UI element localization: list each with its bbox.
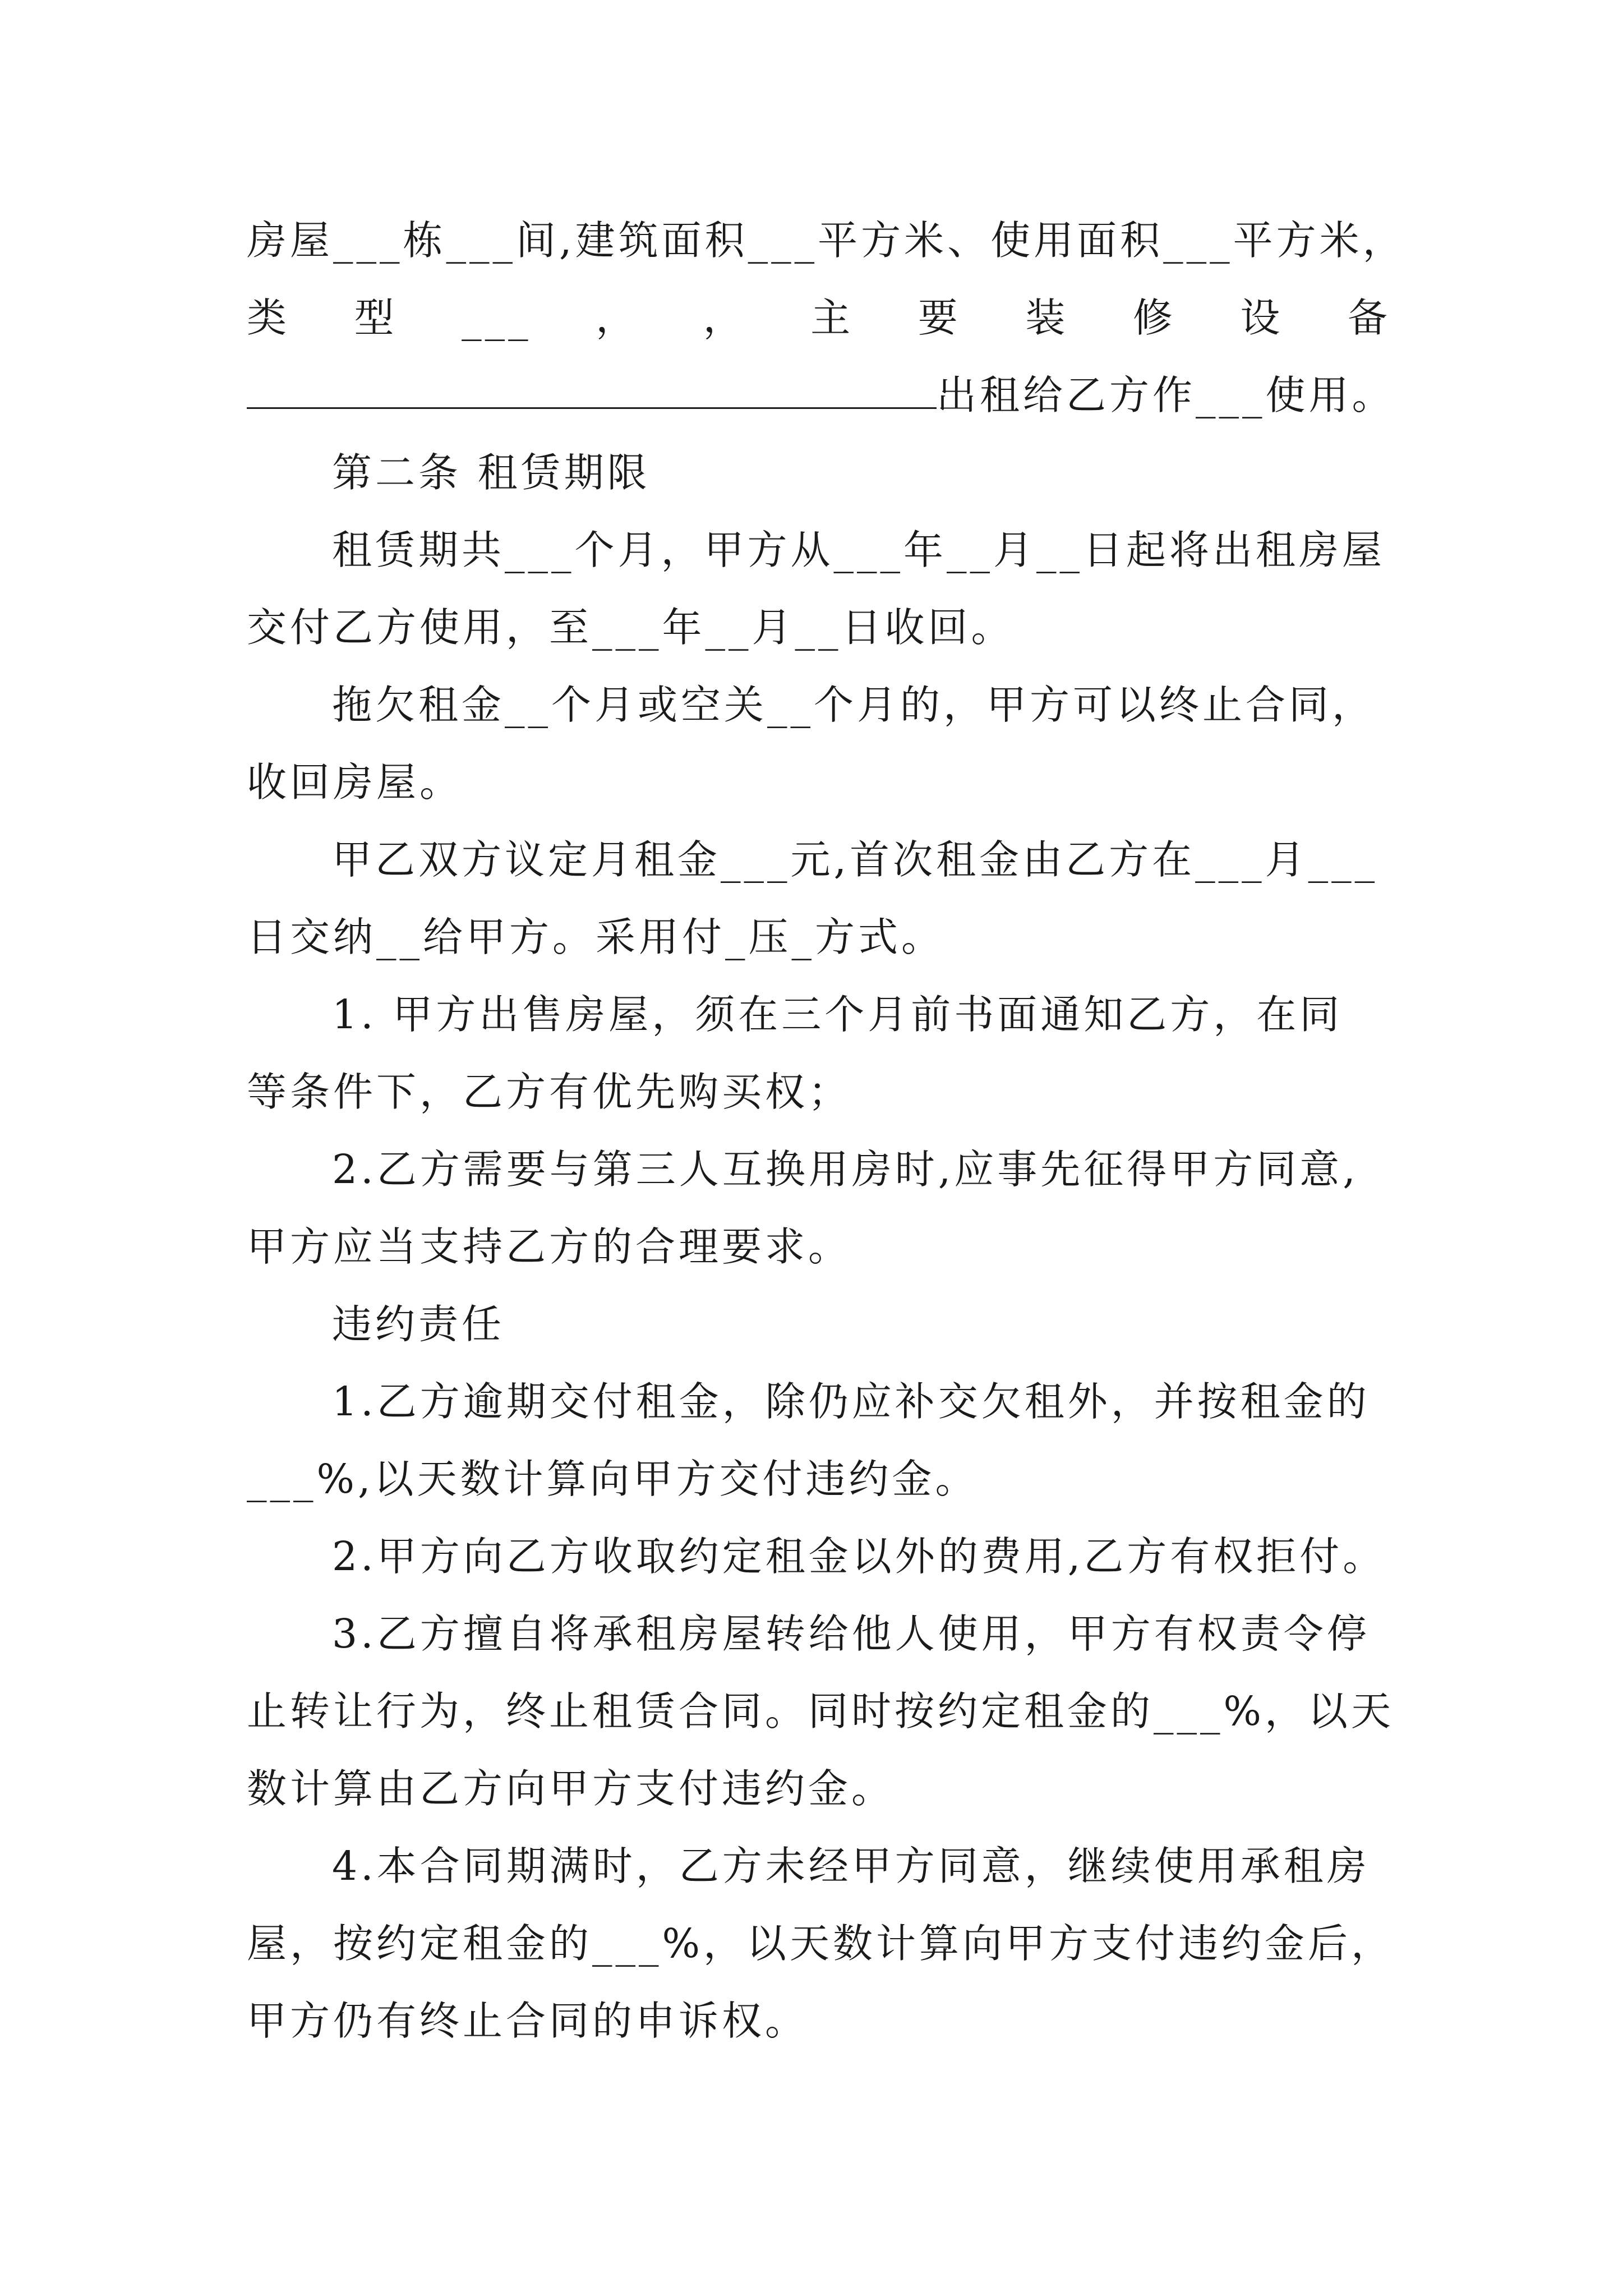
- liability-4: 4.本合同期满时，乙方未经甲方同意，继续使用承租房: [332, 1843, 1370, 1889]
- liability-4-cont: 屋，按约定租金的___%，以天数计算向甲方支付违约金后，: [247, 1920, 1394, 1967]
- line-lease-period: 租赁期共___个月，甲方从___年__月__日起将出租房屋: [332, 527, 1386, 573]
- line-lease-period-cont: 交付乙方使用，至___年__月__日收回。: [247, 604, 1015, 651]
- line-house-info: 房屋___栋___间,建筑面积___平方米、使用面积___平方米，: [247, 217, 1406, 264]
- contract-body: [247, 202, 1406, 2060]
- section-title-lease-term: 第二条 租赁期限: [332, 449, 651, 496]
- clause-1-sale: 1. 甲方出售房屋，须在三个月前书面通知乙方，在同: [332, 991, 1343, 1038]
- liability-1: 1.乙方逾期交付租金，除仍应补交欠租外，并按租金的: [332, 1378, 1370, 1425]
- liability-2: 2.甲方向乙方收取约定租金以外的费用,乙方有权拒付。: [332, 1533, 1386, 1580]
- liability-4-cont-2: 甲方仍有终止合同的申诉权。: [247, 1998, 809, 2044]
- blank-underline: [247, 374, 937, 409]
- line-monthly-rent-cont: 日交纳__给甲方。采用付_压_方式。: [247, 914, 945, 960]
- line-monthly-rent: 甲乙双方议定月租金___元,首次租金由乙方在___月___: [332, 836, 1378, 883]
- liability-3-cont-2: 数计算由乙方向甲方支付违约金。: [247, 1765, 895, 1812]
- line-type-equipment: 类 型 ___ ， ， 主 要 装 修 设 备: [247, 295, 1391, 341]
- line-rent-usage: 出租给乙方作___使用。: [247, 357, 1391, 434]
- clause-2-exchange-cont: 甲方应当支持乙方的合理要求。: [247, 1223, 852, 1270]
- liability-3: 3.乙方擅自将承租房屋转给他人使用，甲方有权责令停: [332, 1611, 1370, 1657]
- line-arrears: 拖欠租金__个月或空关__个月的，甲方可以终止合同，: [332, 682, 1376, 728]
- clause-1-sale-cont: 等条件下，乙方有优先购买权；: [247, 1069, 852, 1115]
- liability-1-cont: ___%,以天数计算向甲方交付违约金。: [247, 1456, 979, 1502]
- liability-3-cont: 止转让行为，终止租赁合同。同时按约定租金的___%，以天: [247, 1688, 1394, 1734]
- section-title-liability: 违约责任: [332, 1301, 505, 1347]
- clause-2-exchange: 2.乙方需要与第三人互换用房时,应事先征得甲方同意,: [332, 1146, 1359, 1193]
- line-arrears-cont: 收回房屋。: [247, 759, 463, 806]
